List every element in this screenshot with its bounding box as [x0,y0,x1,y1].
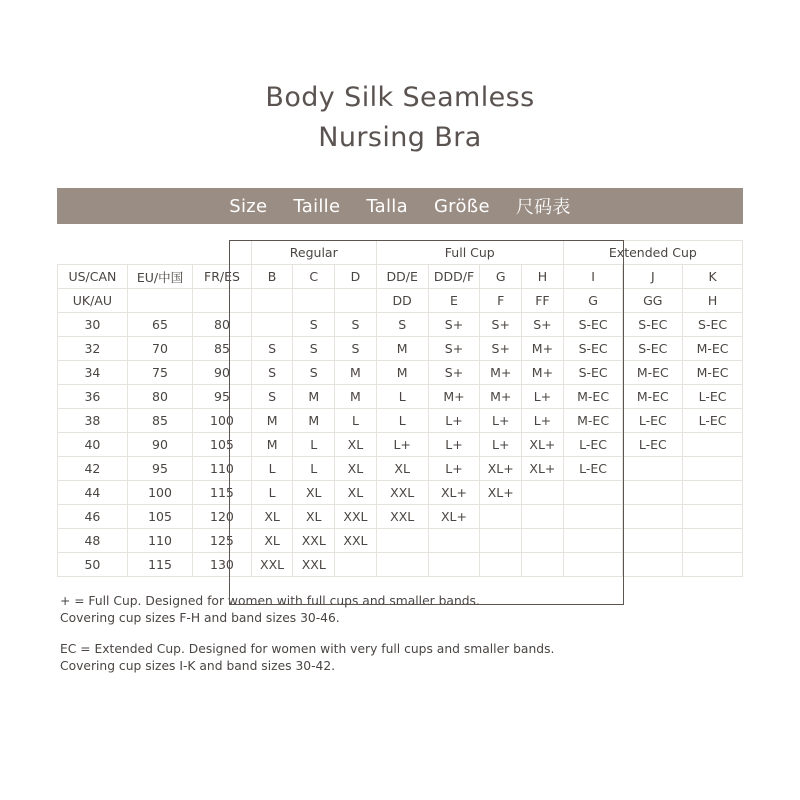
cell-size [428,529,480,553]
cell-size [522,505,564,529]
cell-size: L-EC [563,457,623,481]
cell-size: L [376,385,428,409]
cell-size: XXL [251,553,293,577]
cell-fres: 110 [193,457,252,481]
cell-uscan: 42 [58,457,128,481]
cell-fres: 115 [193,481,252,505]
cell-size: L+ [376,433,428,457]
note-extended-cup [60,641,743,675]
header-cup-dd-e: DD/E [376,265,428,289]
cell-uscan: 38 [58,409,128,433]
spacer-cell [58,241,128,265]
cell-size: S [293,361,335,385]
cell-size: XL [376,457,428,481]
cell-size [683,481,743,505]
table-row [58,337,743,361]
cell-size: M+ [522,361,564,385]
cell-eu: 105 [127,505,192,529]
size-table-wrapper [57,240,743,577]
cell-size: M+ [428,385,480,409]
size-table [57,240,743,577]
cell-size: L [251,457,293,481]
header-cup-i: I [563,265,623,289]
cell-size: S [335,313,377,337]
header-fr-es-2 [193,289,252,313]
cell-size: M+ [480,361,522,385]
header-cup-c: C [293,265,335,289]
table-row [58,457,743,481]
header-cup-j: J [623,265,683,289]
cell-size [251,313,293,337]
header-cup2-gg: GG [623,289,683,313]
cell-size: M [376,361,428,385]
cell-eu: 100 [127,481,192,505]
cell-size: M [335,361,377,385]
header-cup2-f: F [480,289,522,313]
group-header-extended-cup: Extended Cup [563,241,742,265]
cell-size: S+ [428,313,480,337]
header-cup2-d [335,289,377,313]
cell-size [376,529,428,553]
table-row [58,529,743,553]
cell-size: M [293,385,335,409]
cell-size: L-EC [563,433,623,457]
cell-size: XXL [376,481,428,505]
cell-size: L+ [480,409,522,433]
header-uscan: US/CAN [58,265,128,289]
cell-size: S [376,313,428,337]
cell-size: M-EC [683,361,743,385]
cell-size: XL+ [428,481,480,505]
table-row [58,481,743,505]
cell-size [683,433,743,457]
header-eu-cn: EU/中国 [127,265,192,289]
cell-size: XXL [335,529,377,553]
cell-size: S [251,385,293,409]
cell-fres: 105 [193,433,252,457]
cell-size: S+ [428,361,480,385]
cell-uscan: 36 [58,385,128,409]
cell-size: L [251,481,293,505]
cell-size: L+ [428,409,480,433]
cell-size: S-EC [563,337,623,361]
note-full-cup [60,593,743,627]
header-eu-cn-2 [127,289,192,313]
cell-fres: 120 [193,505,252,529]
cell-size: S [251,361,293,385]
header-cup-k: K [683,265,743,289]
cell-size: XXL [293,529,335,553]
title-line-1: Body Silk Seamless [265,82,535,113]
cell-size [522,481,564,505]
cell-size: M-EC [683,337,743,361]
cell-size: M-EC [623,361,683,385]
cell-size: S+ [480,337,522,361]
cell-size: L+ [522,409,564,433]
table-header-row-1 [58,265,743,289]
cell-size [563,529,623,553]
cell-size: L+ [428,457,480,481]
cell-eu: 65 [127,313,192,337]
cell-size: M-EC [623,385,683,409]
cell-size [683,529,743,553]
language-bar [57,188,743,224]
cell-fres: 90 [193,361,252,385]
cell-uscan: 40 [58,433,128,457]
cell-size [623,505,683,529]
cell-eu: 110 [127,529,192,553]
cell-uscan: 48 [58,529,128,553]
cell-size: L-EC [623,433,683,457]
cell-size: S+ [480,313,522,337]
cell-fres: 125 [193,529,252,553]
cell-size [335,553,377,577]
spacer-cell [193,241,252,265]
cell-size: L-EC [683,409,743,433]
cell-size: S-EC [563,313,623,337]
cell-size: S-EC [623,313,683,337]
cell-eu: 80 [127,385,192,409]
note-extended-cup-line1: EC = Extended Cup. Designed for women with very full cups and smaller bands. [60,642,555,656]
cell-size: M+ [522,337,564,361]
cell-size [683,505,743,529]
cell-fres: 95 [193,385,252,409]
cell-fres: 85 [193,337,252,361]
lang-label-de: Größe [433,195,490,217]
cell-size: XL [335,481,377,505]
table-row [58,385,743,409]
cell-size: XL [293,481,335,505]
cell-size: XXL [293,553,335,577]
cell-size: XL [293,505,335,529]
cell-size: M-EC [563,385,623,409]
cell-eu: 90 [127,433,192,457]
cell-size: XXL [376,505,428,529]
cell-size: XL+ [428,505,480,529]
cell-size: S [293,313,335,337]
table-group-header-row [58,241,743,265]
header-cup-d: D [335,265,377,289]
cell-size: XL [335,433,377,457]
cell-eu: 75 [127,361,192,385]
cell-size: L-EC [683,385,743,409]
table-row [58,409,743,433]
spacer-cell [127,241,192,265]
page-title [0,0,800,158]
header-cup-ddd-f: DDD/F [428,265,480,289]
cell-size [376,553,428,577]
cell-fres: 130 [193,553,252,577]
note-extended-cup-line2: Covering cup sizes I-K and band sizes 30-42. [60,659,336,673]
cell-size [522,529,564,553]
cell-size: S [293,337,335,361]
cell-size: XL+ [522,457,564,481]
cell-size: XL [251,529,293,553]
header-cup2-e: E [428,289,480,313]
header-cup-h: H [522,265,564,289]
cell-size: S [251,337,293,361]
cell-fres: 80 [193,313,252,337]
notes-section [60,593,743,675]
cell-size [480,529,522,553]
lang-label-zh: 尺码表 [515,197,571,218]
cell-size [428,553,480,577]
cell-size: L+ [428,433,480,457]
cell-size: S+ [428,337,480,361]
cell-fres: 100 [193,409,252,433]
cell-size: S-EC [683,313,743,337]
header-cup2-dd: DD [376,289,428,313]
note-full-cup-line2: Covering cup sizes F-H and band sizes 30-46. [60,611,340,625]
header-cup2-c [293,289,335,313]
cell-size: XL+ [522,433,564,457]
cell-size: L+ [480,433,522,457]
cell-size [480,505,522,529]
header-cup-b: B [251,265,293,289]
cell-size: L-EC [623,409,683,433]
cell-uscan: 34 [58,361,128,385]
header-cup2-ff: FF [522,289,564,313]
cell-size: L+ [522,385,564,409]
cell-size: L [293,457,335,481]
cell-uscan: 44 [58,481,128,505]
cell-size: M [335,385,377,409]
cell-size: S [335,337,377,361]
cell-size: XL [251,505,293,529]
cell-size [522,553,564,577]
cell-size: XL+ [480,457,522,481]
cell-eu: 115 [127,553,192,577]
header-fr-es: FR/ES [193,265,252,289]
cell-size: M [251,433,293,457]
title-line-2: Nursing Bra [318,122,482,153]
lang-label-es: Talla [366,195,408,217]
cell-uscan: 30 [58,313,128,337]
cell-size: L [335,409,377,433]
cell-size: L [293,433,335,457]
table-row [58,553,743,577]
lang-label-en: Size [229,195,268,217]
table-row [58,361,743,385]
cell-size [623,481,683,505]
cell-uscan: 46 [58,505,128,529]
cell-size: S-EC [563,361,623,385]
table-row [58,433,743,457]
cell-size: XL+ [480,481,522,505]
note-full-cup-line1: + = Full Cup. Designed for women with full cups and smaller bands. [60,594,480,608]
cell-size [623,553,683,577]
cell-eu: 95 [127,457,192,481]
cell-size: M [376,337,428,361]
cell-size [623,529,683,553]
cell-eu: 70 [127,337,192,361]
cell-size [563,553,623,577]
cell-size: M [251,409,293,433]
cell-size [683,553,743,577]
cell-size: M-EC [563,409,623,433]
table-row [58,313,743,337]
cell-size: L [376,409,428,433]
cell-size: M+ [480,385,522,409]
table-row [58,505,743,529]
cell-size [683,457,743,481]
group-header-full-cup: Full Cup [376,241,563,265]
cell-size: XL [335,457,377,481]
header-cup-g: G [480,265,522,289]
group-header-regular: Regular [251,241,376,265]
cell-uscan: 32 [58,337,128,361]
header-uk-au: UK/AU [58,289,128,313]
cell-size [563,481,623,505]
cell-size: S+ [522,313,564,337]
cell-size [563,505,623,529]
lang-label-fr: Taille [293,195,341,217]
header-cup2-h: H [683,289,743,313]
cell-size [480,553,522,577]
cell-eu: 85 [127,409,192,433]
cell-size: XXL [335,505,377,529]
header-cup2-b [251,289,293,313]
table-header-row-2 [58,289,743,313]
cell-size [623,457,683,481]
header-cup2-g: G [563,289,623,313]
cell-size: S-EC [623,337,683,361]
cell-uscan: 50 [58,553,128,577]
cell-size: M [293,409,335,433]
